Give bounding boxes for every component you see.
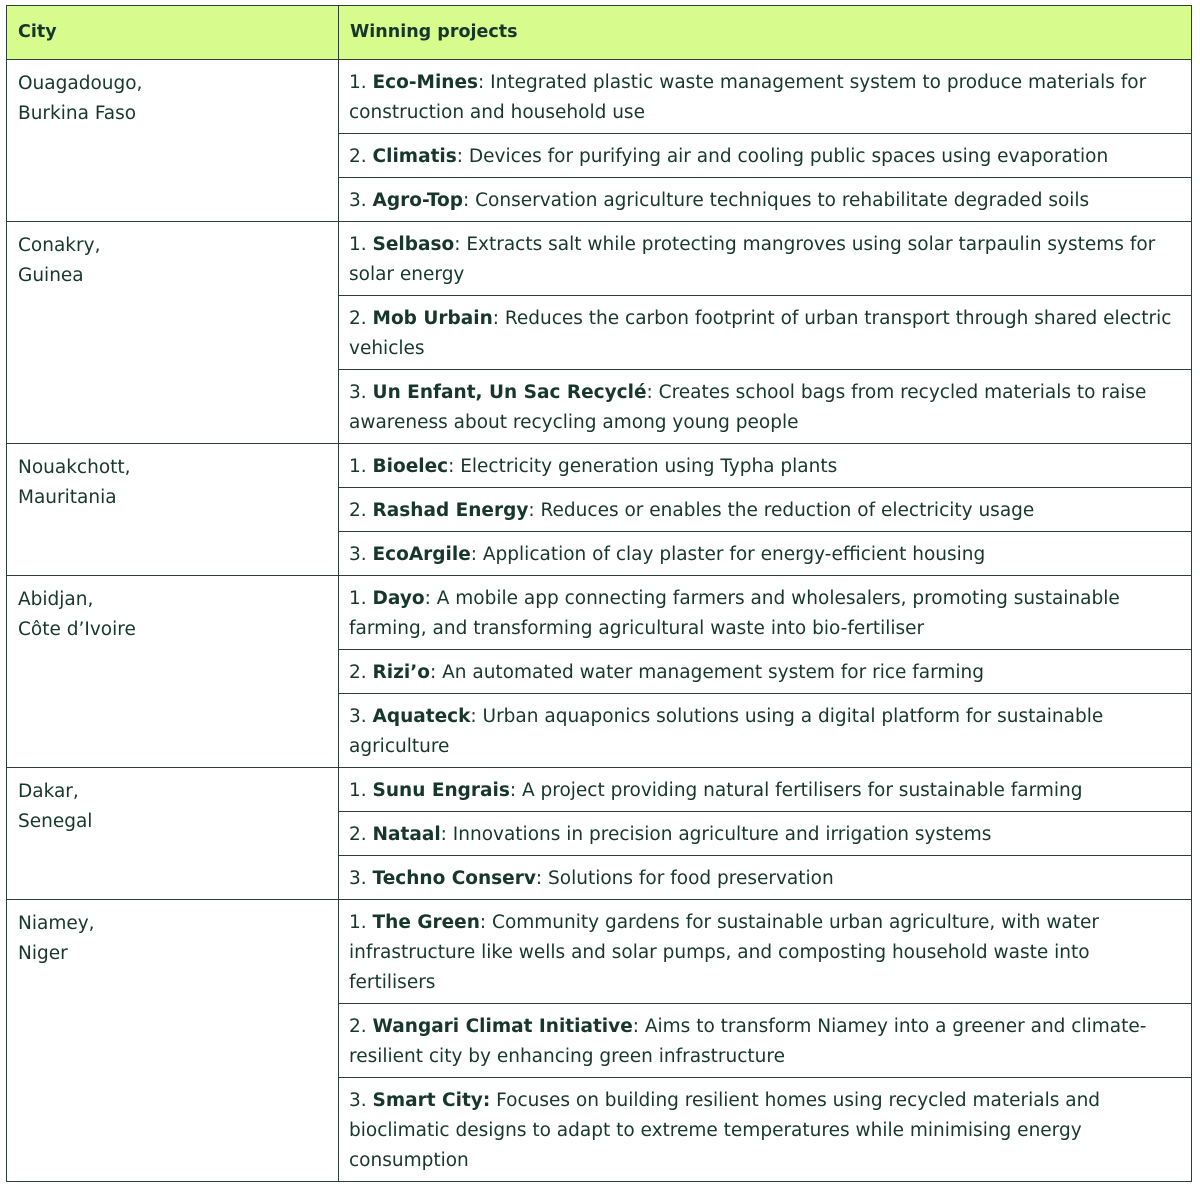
project-name: Bioelec bbox=[372, 456, 449, 477]
city-name-line: Niger bbox=[18, 943, 68, 964]
project-description: Community gardens for sustainable urban agriculture, with water infrastructure like wells and solar pumps, and composting household waste into fertilisers bbox=[349, 912, 1099, 993]
city-name-line: Senegal bbox=[18, 811, 93, 832]
project-name: Eco-Mines bbox=[372, 72, 479, 93]
project-cell bbox=[339, 768, 1192, 812]
project-cell bbox=[339, 444, 1192, 488]
city-cell bbox=[7, 60, 339, 222]
project-separator: : bbox=[478, 72, 485, 93]
table-row bbox=[7, 444, 1192, 488]
project-number: 2. bbox=[349, 662, 367, 683]
project-number: 2. bbox=[349, 1016, 367, 1037]
project-number: 3. bbox=[349, 382, 367, 403]
project-number: 2. bbox=[349, 308, 367, 329]
city-name-line: Nouakchott, bbox=[18, 457, 131, 478]
project-separator: : bbox=[424, 588, 431, 609]
project-description: Integrated plastic waste management system to produce materials for construction and household use bbox=[349, 72, 1147, 123]
project-separator: : bbox=[470, 706, 477, 727]
project-description: Creates school bags from recycled materials to raise awareness about recycling among young people bbox=[349, 382, 1147, 433]
project-description: An automated water management system for rice farming bbox=[436, 662, 985, 683]
project-name: Wangari Climat Initiative bbox=[372, 1016, 633, 1037]
city-name-line: Dakar, bbox=[18, 781, 79, 802]
project-separator: : bbox=[479, 912, 487, 933]
project-separator: : bbox=[440, 824, 447, 845]
city-cell bbox=[7, 222, 339, 444]
table-body bbox=[7, 60, 1192, 1182]
city-name-line: Niamey, bbox=[18, 913, 95, 934]
project-number: 3. bbox=[349, 1090, 367, 1111]
project-cell bbox=[339, 1004, 1192, 1078]
project-separator: : bbox=[535, 868, 543, 889]
project-cell bbox=[339, 296, 1192, 370]
project-description: A mobile app connecting farmers and wholesalers, promoting sustainable farming, and transforming agricultural waste into bio-fertiliser bbox=[349, 588, 1120, 639]
project-number: 1. bbox=[349, 780, 367, 801]
table-row bbox=[7, 576, 1192, 650]
city-name-line: Guinea bbox=[18, 265, 84, 286]
project-description: Devices for purifying air and cooling public spaces using evaporation bbox=[463, 146, 1109, 167]
project-number: 3. bbox=[349, 706, 367, 727]
city-cell bbox=[7, 576, 339, 768]
project-description: Reduces the carbon footprint of urban transport through shared electric vehicles bbox=[349, 308, 1172, 359]
project-cell bbox=[339, 532, 1192, 576]
project-separator: : bbox=[463, 190, 470, 211]
city-cell bbox=[7, 900, 339, 1182]
city-cell bbox=[7, 768, 339, 900]
project-separator: : bbox=[454, 234, 461, 255]
project-separator: : bbox=[509, 780, 517, 801]
city-name-line: Mauritania bbox=[18, 487, 117, 508]
project-number: 1. bbox=[349, 72, 367, 93]
project-name: Un Enfant, Un Sac Recyclé bbox=[372, 382, 647, 403]
city-column-header: City bbox=[7, 6, 339, 60]
city-name-line: Abidjan, bbox=[18, 589, 94, 610]
project-cell bbox=[339, 178, 1192, 222]
project-name: Climatis bbox=[372, 146, 457, 167]
project-description: A project providing natural fertilisers for sustainable farming bbox=[516, 780, 1083, 801]
project-name: Mob Urbain bbox=[372, 308, 493, 329]
project-cell bbox=[339, 222, 1192, 296]
project-description: Extracts salt while protecting mangroves using solar tarpaulin systems for solar energy bbox=[349, 234, 1156, 285]
project-number: 3. bbox=[349, 190, 367, 211]
project-number: 1. bbox=[349, 456, 367, 477]
project-separator: : bbox=[456, 146, 463, 167]
project-number: 3. bbox=[349, 544, 367, 565]
project-name: Rizi’o bbox=[372, 662, 430, 683]
project-name: Rashad Energy bbox=[372, 500, 529, 521]
project-separator: : bbox=[632, 1016, 639, 1037]
project-description: Application of clay plaster for energy-efficient housing bbox=[477, 544, 986, 565]
table-row bbox=[7, 900, 1192, 1004]
project-separator: : bbox=[470, 544, 478, 565]
table-header bbox=[7, 6, 1192, 60]
project-cell bbox=[339, 134, 1192, 178]
project-name: Agro-Top bbox=[372, 190, 464, 211]
table-row bbox=[7, 768, 1192, 812]
project-cell bbox=[339, 900, 1192, 1004]
project-number: 1. bbox=[349, 912, 367, 933]
project-name: EcoArgile bbox=[372, 544, 471, 565]
winning-projects-table bbox=[6, 5, 1192, 1182]
project-name: Dayo bbox=[372, 588, 425, 609]
project-description: Urban aquaponics solutions using a digital platform for sustainable agriculture bbox=[349, 706, 1104, 757]
table-row bbox=[7, 222, 1192, 296]
project-separator: : bbox=[646, 382, 653, 403]
city-name-line: Conakry, bbox=[18, 235, 101, 256]
project-cell bbox=[339, 856, 1192, 900]
city-name-line: Burkina Faso bbox=[18, 103, 137, 124]
project-number: 1. bbox=[349, 234, 367, 255]
project-cell bbox=[339, 1078, 1192, 1182]
project-number: 2. bbox=[349, 146, 367, 167]
project-separator: : bbox=[528, 500, 535, 521]
project-cell bbox=[339, 812, 1192, 856]
project-name: Sunu Engrais bbox=[372, 780, 510, 801]
project-cell bbox=[339, 694, 1192, 768]
project-description: Reduces or enables the reduction of electricity usage bbox=[534, 500, 1035, 521]
project-number: 2. bbox=[349, 824, 367, 845]
project-description: Solutions for food preservation bbox=[542, 868, 834, 889]
project-cell bbox=[339, 488, 1192, 532]
project-name: Techno Conserv bbox=[372, 868, 536, 889]
project-number: 3. bbox=[349, 868, 367, 889]
project-name: Selbaso bbox=[372, 234, 455, 255]
project-separator: : bbox=[448, 456, 455, 477]
project-description: Focuses on building resilient homes using recycled materials and bioclimatic designs to adapt to extreme temperatures while minimising energy consumption bbox=[349, 1090, 1101, 1171]
project-separator: : bbox=[492, 308, 499, 329]
project-number: 2. bbox=[349, 500, 367, 521]
project-cell bbox=[339, 650, 1192, 694]
city-name-line: Ouagadougo, bbox=[18, 73, 143, 94]
city-name-line: Côte d’Ivoire bbox=[18, 619, 136, 640]
project-name: Nataal bbox=[372, 824, 441, 845]
project-description: Aims to transform Niamey into a greener and climate-resilient city by enhancing green infrastructure bbox=[349, 1016, 1147, 1067]
project-description: Innovations in precision agriculture and irrigation systems bbox=[446, 824, 992, 845]
project-name: Aquateck bbox=[372, 706, 471, 727]
project-name: The Green bbox=[372, 912, 480, 933]
project-description: Electricity generation using Typha plants bbox=[454, 456, 838, 477]
project-cell bbox=[339, 576, 1192, 650]
project-separator: : bbox=[429, 662, 437, 683]
header-row bbox=[7, 6, 1192, 60]
projects-column-header: Winning projects bbox=[339, 6, 1192, 60]
project-description: Conservation agriculture techniques to rehabilitate degraded soils bbox=[469, 190, 1090, 211]
project-cell bbox=[339, 370, 1192, 444]
city-cell bbox=[7, 444, 339, 576]
project-cell bbox=[339, 60, 1192, 134]
project-name: Smart City: bbox=[372, 1090, 491, 1111]
table-row bbox=[7, 60, 1192, 134]
project-number: 1. bbox=[349, 588, 367, 609]
